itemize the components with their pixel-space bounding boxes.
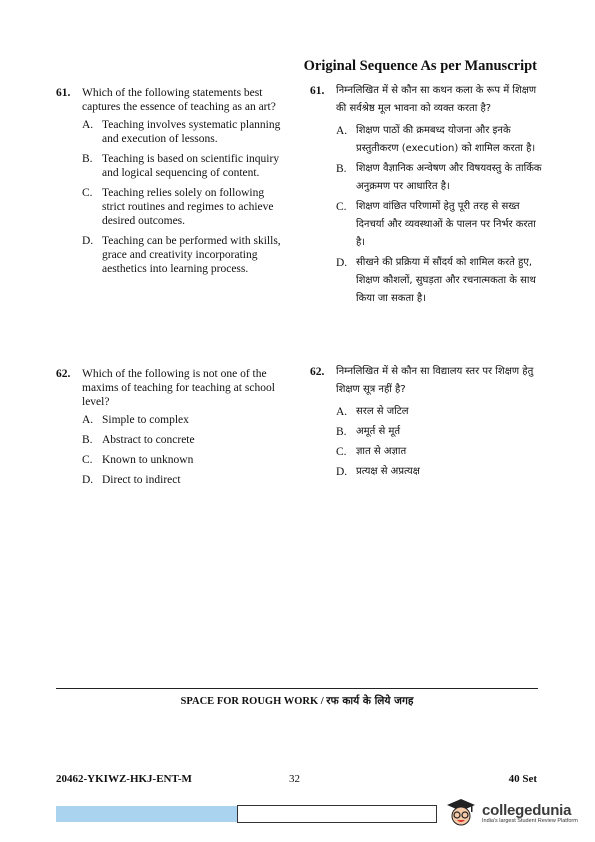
- question-number: 61.: [310, 85, 325, 97]
- option-a: A. Simple to complex: [82, 414, 189, 426]
- page-title: Original Sequence As per Manuscript: [303, 58, 537, 74]
- option-c: C. शिक्षण वांछित परिणामों हेतु पूरी तरह से सख्त दिनचर्या और व्यवस्थाओं के पालन पर निर्भर करता है।: [336, 201, 536, 248]
- question-61-en: [56, 86, 288, 282]
- option-c: C. ज्ञात से अज्ञात: [336, 446, 407, 458]
- option-a: A. शिक्षण पाठों की क्रमबध्द योजना और इनके प्रस्तुतीकरण (execution) को शामिल करता है।: [336, 125, 536, 154]
- question-text: Which of the following statements best captures the essence of teaching as an art?: [82, 87, 276, 113]
- option-b: B. Teaching is based on scientific inquiry and logical sequencing of content.: [82, 153, 280, 179]
- question-text: Which of the following is not one of the maxims of teaching for teaching at school level?: [82, 368, 275, 408]
- paper-code: 20462-YKIWZ-HKJ-ENT-M: [56, 773, 192, 785]
- option-d: D. प्रत्यक्ष से अप्रत्यक्ष: [336, 466, 420, 478]
- option-b: B. अमूर्त से मूर्त: [336, 426, 401, 438]
- collegedunia-logo: [446, 798, 578, 828]
- question-number: 62.: [56, 368, 71, 380]
- brand-name: collegedunia: [482, 802, 572, 819]
- question-text: निम्नलिखित में से कौन सा विद्यालय स्तर पर शिक्षण हेतु शिक्षण सूत्र नहीं है?: [336, 366, 534, 395]
- option-d: D. सीखने की प्रक्रिया में सौंदर्य को शामिल करते हुए, शिक्षण कौशलों, सुघड़ता और रचनात्मकता के साथ किया जा सकता है।: [336, 257, 536, 304]
- option-d: D. Teaching can be performed with skills, grace and creativity incorporating aesthetics into learning process.: [82, 235, 281, 275]
- question-number: 62.: [310, 366, 325, 378]
- option-b: B. Abstract to concrete: [82, 434, 195, 446]
- mascot-icon: [446, 798, 476, 828]
- question-62-hi: [310, 363, 545, 483]
- rough-work-label: SPACE FOR ROUGH WORK / रफ कार्य के लिये जगह: [180, 695, 414, 707]
- footer-box: [237, 805, 437, 823]
- option-c: C. Known to unknown: [82, 454, 194, 466]
- question-62-en: [56, 367, 288, 493]
- brand-tagline: India's largest Student Review Platform: [482, 818, 578, 824]
- question-number: 61.: [56, 87, 71, 99]
- question-text: निम्नलिखित में से कौन सा कथन कला के रूप में शिक्षण की सर्वश्रेष्ठ मूल भावना को व्यक्त करता है?: [336, 85, 537, 114]
- footer-bar: [56, 806, 237, 822]
- page-number: 32: [289, 773, 300, 785]
- option-a: A. सरल से जटिल: [336, 406, 409, 418]
- divider: [56, 688, 538, 689]
- set-number: 40 Set: [508, 773, 537, 785]
- option-d: D. Direct to indirect: [82, 474, 181, 486]
- option-b: B. शिक्षण वैज्ञानिक अन्वेषण और विषयवस्तु के तार्किक अनुक्रमण पर आधारित है।: [336, 163, 542, 192]
- question-61-hi: [310, 82, 545, 310]
- option-c: C. Teaching relies solely on following strict routines and regimes to achieve desired outcomes.: [82, 187, 274, 227]
- option-a: A. Teaching involves systematic planning and execution of lessons.: [82, 119, 281, 145]
